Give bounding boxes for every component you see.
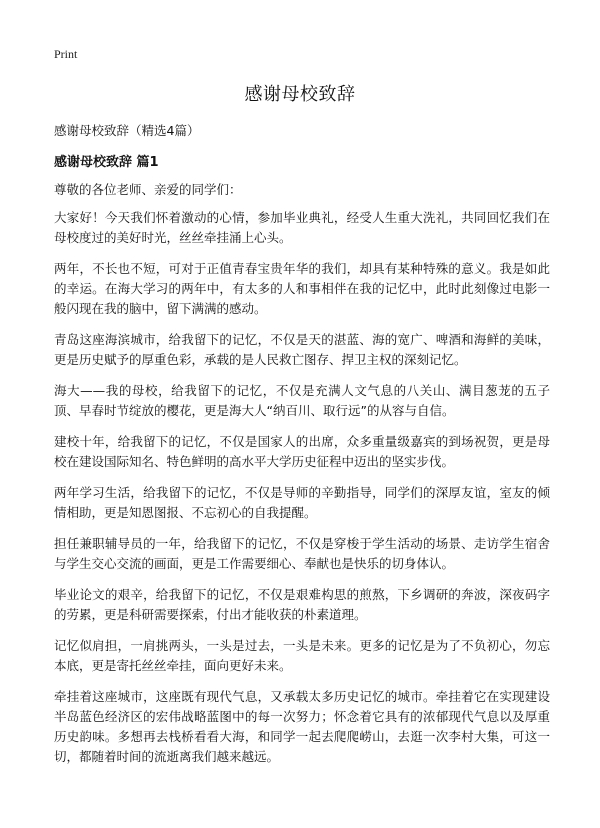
salutation: 尊敬的各位老师、亲爱的同学们： xyxy=(54,182,242,197)
paragraph: 海大——我的母校，给我留下的记忆，不仅是充满人文气息的八关山、满目葱茏的五子顶、早春时节绽放的樱花，更是海大人“纳百川、取行远”的从容与自信。 xyxy=(54,383,550,418)
paragraph: 毕业论文的艰辛，给我留下的记忆，不仅是艰难构思的煎熬，下乡调研的奔波，深夜码字的劳累，更是科研需要探索，付出才能收获的朴素道理。 xyxy=(54,587,550,622)
paragraph: 记忆似肩担，一肩挑两头，一头是过去，一头是未来。更多的记忆是为了不负初心，勿忘本底，更是寄托丝丝牵挂，面向更好未来。 xyxy=(54,638,550,673)
section-heading: 感谢母校致辞 篇1 xyxy=(54,155,159,170)
paragraph: 建校十年，给我留下的记忆，不仅是国家人的出席，众多重量级嘉宾的到场祝贺，更是母校在建设国际知名、特色鲜明的高水平大学历史征程中迈出的坚实步伐。 xyxy=(54,434,550,469)
print-link[interactable]: Print xyxy=(54,47,78,61)
paragraph: 牵挂着这座城市，这座既有现代气息，又承载太多历史记忆的城市。牵挂着它在实现建设半岛蓝色经济区的宏伟战略蓝图中的每一次努力；怀念着它具有的浓郁现代气息以及厚重历史韵味。多想再去栈桥看看大海，和同学一起去爬爬崂山，去逛一次李村大集，可这一切，都随着时间的流逝离我们越来越远。 xyxy=(54,689,550,764)
paragraph: 青岛这座海滨城市，给我留下的记忆，不仅是天的湛蓝、海的宽广、啤酒和海鲜的美味，更是历史赋予的厚重色彩，承载的是人民救亡图存、捍卫主权的深刻记忆。 xyxy=(54,332,550,367)
paragraph: 两年学习生活，给我留下的记忆，不仅是导师的辛勤指导，同学们的深厚友谊，室友的倾情相助，更是知恩图报、不忘初心的自我提醒。 xyxy=(54,485,550,520)
paragraph: 两年，不长也不短，可对于正值青春宝贵年华的我们，却具有某种特殊的意义。我是如此的幸运。在海大学习的两年中，有太多的人和事相伴在我的记忆中，此时此刻像过电影一般闪现在我的脑中，留下满满的感动。 xyxy=(54,261,550,316)
paragraph: 大家好！今天我们怀着激动的心情，参加毕业典礼，经受人生重大洗礼，共同回忆我们在母校度过的美好时光，丝丝牵挂涌上心头。 xyxy=(54,210,550,245)
document-title: 感谢母校致辞 xyxy=(244,84,356,105)
paragraph: 担任兼职辅导员的一年，给我留下的记忆，不仅是穿梭于学生活动的场景、走访学生宿舍与学生交心交流的画面，更是工作需要细心、奉献也是快乐的切身体认。 xyxy=(54,536,550,571)
document-subtitle: 感谢母校致辞（精选4篇） xyxy=(54,123,200,138)
article-body xyxy=(54,180,550,778)
